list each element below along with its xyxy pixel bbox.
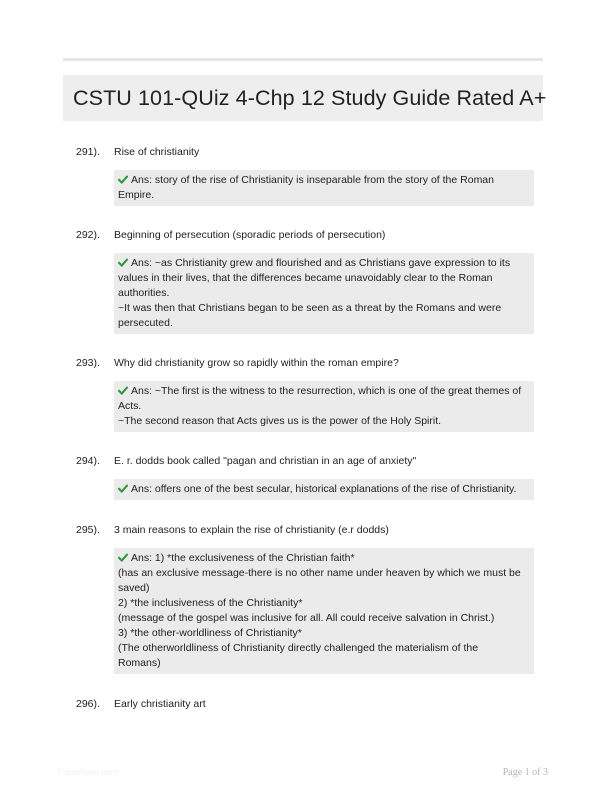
answer-line: Ans: 1) *the exclusiveness of the Christian faith* [131, 552, 355, 564]
answer-line: ~The second reason that Acts gives us is the power of the Holy Spirit. [118, 415, 442, 427]
question-number: 291). [76, 146, 100, 158]
answer-line: saved) [118, 582, 150, 594]
answer-line: Empire. [118, 189, 155, 201]
question-text: Why did christianity grow so rapidly within the roman empire? [114, 357, 399, 369]
answer-line: persecuted. [118, 317, 173, 329]
answer-line: authorities. [118, 287, 170, 299]
answer-line: (message of the gospel was inclusive for all. All could receive salvation in Christ.) [118, 612, 495, 624]
footer-watermark: Paperfolio.com [58, 767, 119, 777]
answer-line: Acts. [118, 400, 142, 412]
answer-line: Ans: ~as Christianity grew and flourished and as Christians gave expression to its [131, 257, 511, 269]
question-text: E. r. dodds book called "pagan and christian in an age of anxiety" [114, 455, 417, 467]
answer-line: 3) *the other-worldliness of Christianity* [118, 627, 302, 639]
checkmark-icon [118, 483, 128, 492]
question-number: 294). [76, 455, 100, 467]
answer-box [114, 479, 534, 500]
answer-line: Ans: offers one of the best secular, historical explanations of the rise of Christianity. [131, 483, 517, 495]
checkmark-icon [118, 385, 128, 394]
question-number: 292). [76, 229, 100, 241]
question-text: Beginning of persecution (sporadic periods of persecution) [114, 229, 386, 241]
checkmark-icon [118, 257, 128, 266]
question-number: 293). [76, 357, 100, 369]
answer-line: ~It was then that Christians began to be seen as a threat by the Romans and were [118, 302, 502, 314]
top-divider [63, 58, 543, 61]
question-text: 3 main reasons to explain the rise of christianity (e.r dodds) [114, 524, 389, 536]
answer-box [114, 548, 534, 674]
answer-box [114, 170, 534, 206]
answer-line: (The otherworldliness of Christianity directly challenged the materialism of the [118, 642, 479, 654]
answer-line: 2) *the inclusiveness of the Christianity* [118, 597, 303, 609]
answer-line: Ans: ~The first is the witness to the resurrection, which is one of the great themes of [131, 385, 522, 397]
answer-line: Romans) [118, 657, 161, 669]
question-text: Rise of christianity [114, 146, 200, 158]
answer-box [114, 253, 534, 334]
page-title: CSTU 101-QUiz 4-Chp 12 Study Guide Rated A+ [73, 85, 547, 110]
checkmark-icon [118, 552, 128, 561]
title-banner [63, 75, 547, 121]
page-number: Page 1 of 3 [502, 767, 548, 778]
answer-box [114, 381, 534, 432]
answer-line: (has an exclusive message-there is no other name under heaven by which we must be [118, 567, 521, 579]
answer-line: values in their lives, that the differences became unavoidably clear to the Roman [118, 272, 493, 284]
question-number: 295). [76, 524, 100, 536]
checkmark-icon [118, 174, 128, 183]
question-number: 296). [76, 698, 100, 710]
answer-line: Ans: story of the rise of Christianity is inseparable from the story of the Roman [131, 174, 494, 186]
question-text: Early christianity art [114, 698, 206, 710]
